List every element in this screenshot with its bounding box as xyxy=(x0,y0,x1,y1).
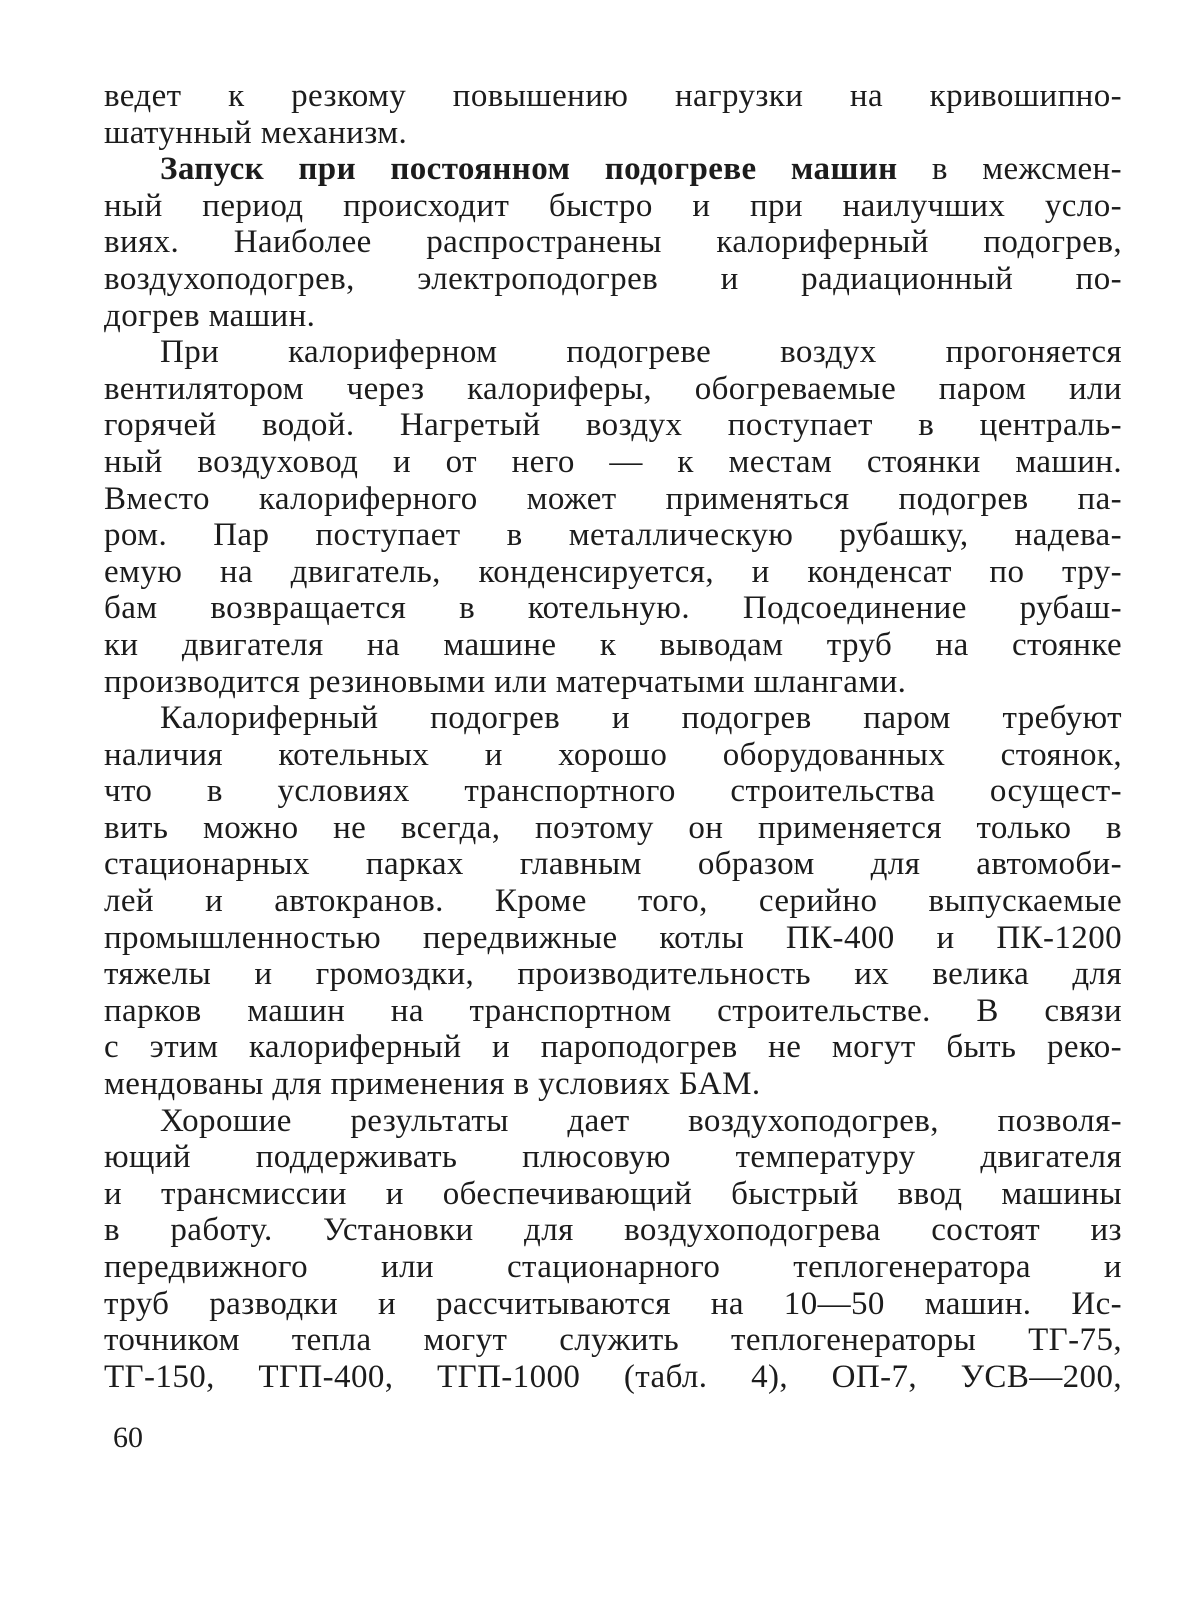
line-text: воздухоподогрев, электроподогрев и радиационный по- xyxy=(104,260,1122,297)
line-text: с этим калориферный и пароподогрев не могут быть реко- xyxy=(104,1029,1122,1066)
text-line xyxy=(104,590,1122,627)
line-text: промышленностью передвижные котлы ПК-400 и ПК-1200 xyxy=(104,919,1122,956)
line-text: емую на двигатель, конденсируется, и конденсат по тру- xyxy=(104,553,1122,590)
text-line xyxy=(104,151,1122,188)
line-text: стационарных парках главным образом для автомоби- xyxy=(104,846,1122,883)
text-line xyxy=(104,481,1122,518)
text-line xyxy=(104,298,1122,335)
text-line xyxy=(104,224,1122,261)
line-text: ром. Пар поступает в металлическую рубашку, надева- xyxy=(104,517,1122,554)
line-text: виях. Наиболее распространены калориферный подогрев, xyxy=(104,224,1122,261)
text-line xyxy=(104,1139,1122,1176)
text-line xyxy=(104,1322,1122,1359)
line-text: в работу. Установки для воздухоподогрева состоят из xyxy=(104,1212,1122,1249)
line-text: парков машин на транспортном строительстве. В связи xyxy=(104,992,1122,1029)
text-line xyxy=(104,78,1122,115)
line-text: мендованы для применения в условиях БАМ. xyxy=(104,1066,761,1103)
line-text: тяжелы и громоздки, производительность их велика для xyxy=(104,956,1122,993)
text-line xyxy=(104,664,1122,701)
text-line xyxy=(104,1176,1122,1213)
line-text: вентилятором через калориферы, обогреваемые паром или xyxy=(104,370,1122,407)
line-text: Вместо калориферного может применяться подогрев па- xyxy=(104,480,1122,517)
text-line xyxy=(104,517,1122,554)
line-text: догрев машин. xyxy=(104,297,316,334)
line-text: что в условиях транспортного строительства осущест- xyxy=(104,773,1122,810)
line-text: и трансмиссии и обеспечивающий быстрый ввод машины xyxy=(104,1175,1122,1212)
page-number: 60 xyxy=(113,1421,143,1454)
text-line xyxy=(104,188,1122,225)
text-line xyxy=(104,371,1122,408)
text-line xyxy=(104,846,1122,883)
line-text: производится резиновыми или матерчатыми шлангами. xyxy=(104,663,907,700)
line-text: ТГ-150, ТГП-400, ТГП-1000 (табл. 4), ОП-7, УСВ—200, xyxy=(104,1358,1122,1395)
text-line xyxy=(104,883,1122,920)
line-text: Калориферный подогрев и подогрев паром требуют xyxy=(160,700,1122,737)
text-line xyxy=(104,1286,1122,1323)
text-line xyxy=(104,700,1122,737)
line-text: вить можно не всегда, поэтому он применяется только в xyxy=(104,809,1122,846)
text-line xyxy=(104,115,1122,152)
bold-heading: Запуск при постоянном подогреве машин xyxy=(160,151,898,188)
text-line xyxy=(104,444,1122,481)
text-line xyxy=(104,773,1122,810)
line-text: ки двигателя на машине к выводам труб на стоянке xyxy=(104,626,1122,663)
line-text: ный воздуховод и от него — к местам стоянки машин. xyxy=(104,443,1122,480)
text-line xyxy=(104,261,1122,298)
line-text: в межсмен- xyxy=(897,151,1122,188)
page-body xyxy=(104,78,1122,1395)
line-text: ный период происходит быстро и при наилучших усло- xyxy=(104,187,1122,224)
line-text: Хорошие результаты дает воздухоподогрев, позволя- xyxy=(160,1102,1122,1139)
line-text: ющий поддерживать плюсовую температуру двигателя xyxy=(104,1139,1122,1176)
line-text: бам возвращается в котельную. Подсоединение рубаш- xyxy=(104,590,1122,627)
line-text: передвижного или стационарного теплогенератора и xyxy=(104,1249,1122,1285)
line-text: горячей водой. Нагретый воздух поступает в централь- xyxy=(104,407,1122,444)
line-text: ведет к резкому повышению нагрузки на кривошипно- xyxy=(104,78,1122,114)
line-text: шатунный механизм. xyxy=(104,114,408,151)
text-line xyxy=(104,554,1122,591)
text-line xyxy=(104,1359,1122,1396)
line-text: наличия котельных и хорошо оборудованных стоянок, xyxy=(104,736,1122,773)
text-line xyxy=(104,1103,1122,1140)
text-line xyxy=(104,1029,1122,1066)
text-line xyxy=(104,1249,1122,1286)
line-text: труб разводки и рассчитываются на 10—50 машин. Ис- xyxy=(104,1285,1122,1322)
line-text: При калориферном подогреве воздух прогоняется xyxy=(160,334,1122,371)
line-text: точником тепла могут служить теплогенераторы ТГ-75, xyxy=(104,1322,1122,1359)
text-line xyxy=(104,810,1122,847)
line-text: лей и автокранов. Кроме того, серийно выпускаемые xyxy=(104,883,1122,920)
text-line xyxy=(104,334,1122,371)
text-line xyxy=(104,920,1122,957)
text-line xyxy=(104,993,1122,1030)
text-line xyxy=(104,627,1122,664)
text-line xyxy=(104,737,1122,774)
text-line xyxy=(104,407,1122,444)
text-line xyxy=(104,1212,1122,1249)
text-line xyxy=(104,1066,1122,1103)
text-line xyxy=(104,956,1122,993)
